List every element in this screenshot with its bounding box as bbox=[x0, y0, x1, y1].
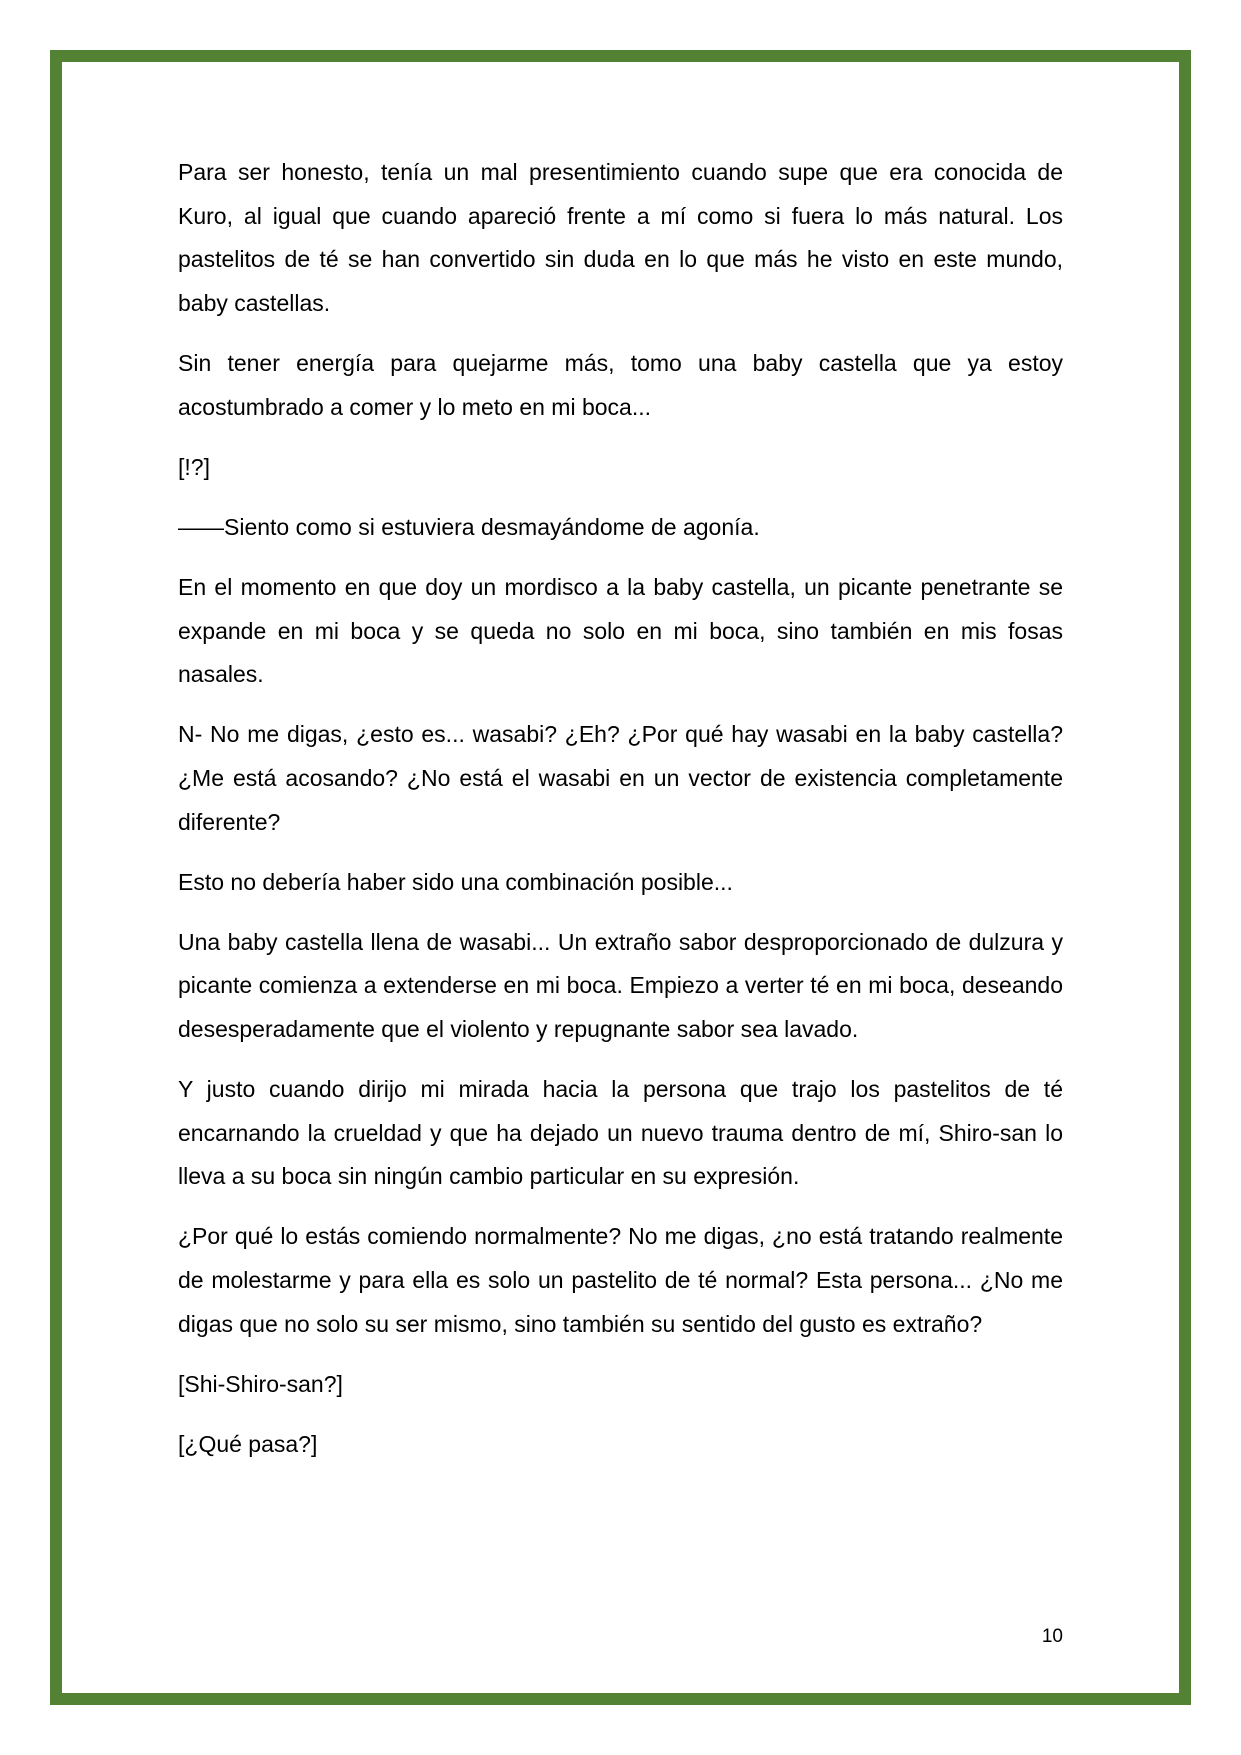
paragraph: En el momento en que doy un mordisco a la baby castella, un picante penetrante se expande en mi boca y se queda no solo en mi boca, sino también en mis fosas nasales. bbox=[178, 573, 1063, 688]
paragraph: Sin tener energía para quejarme más, tomo una baby castella que ya estoy acostumbrado a comer y lo meto en mi boca... bbox=[178, 350, 1063, 420]
page-number: 10 bbox=[1041, 1626, 1063, 1647]
paragraph: ¿Por qué lo estás comiendo normalmente? No me digas, ¿no está tratando realmente de molestarme y para ella es solo un pastelito de té normal? Esta persona... ¿No me digas que no solo su ser mismo, sino también su sentido del gusto es extraño? bbox=[178, 1223, 1063, 1337]
paragraph: [¿Qué pasa?] bbox=[178, 1430, 318, 1457]
paragraph: [Shi-Shiro-san?] bbox=[178, 1370, 343, 1397]
paragraph: [!?] bbox=[178, 453, 210, 480]
paragraph: Y justo cuando dirijo mi mirada hacia la persona que trajo los pastelitos de té encarnando la crueldad y que ha dejado un nuevo trauma dentro de mí, Shiro-san lo lleva a su boca sin ningún cambio particular en su expresión. bbox=[178, 1076, 1063, 1190]
paragraph: Una baby castella llena de wasabi... Un extraño sabor desproporcionado de dulzura y picante comienza a extenderse en mi boca. Empiezo a verter té en mi boca, deseando desesperadamente que el violento y repugnante sabor sea lavado. bbox=[178, 928, 1063, 1043]
paragraph: ——Siento como si estuviera desmayándome de agonía. bbox=[178, 513, 760, 540]
page-body bbox=[178, 151, 1063, 1483]
paragraph: Esto no debería haber sido una combinación posible... bbox=[178, 868, 733, 895]
paragraph: Para ser honesto, tenía un mal presentimiento cuando supe que era conocida de Kuro, al igual que cuando apareció frente a mí como si fuera lo más natural. Los pastelitos de té se han convertido sin duda en lo que más he visto en este mundo, baby castellas. bbox=[178, 159, 1063, 317]
paragraph: N- No me digas, ¿esto es... wasabi? ¿Eh? ¿Por qué hay wasabi en la baby castella? ¿Me está acosando? ¿No está el wasabi en un vector de existencia completamente diferente? bbox=[178, 721, 1063, 835]
